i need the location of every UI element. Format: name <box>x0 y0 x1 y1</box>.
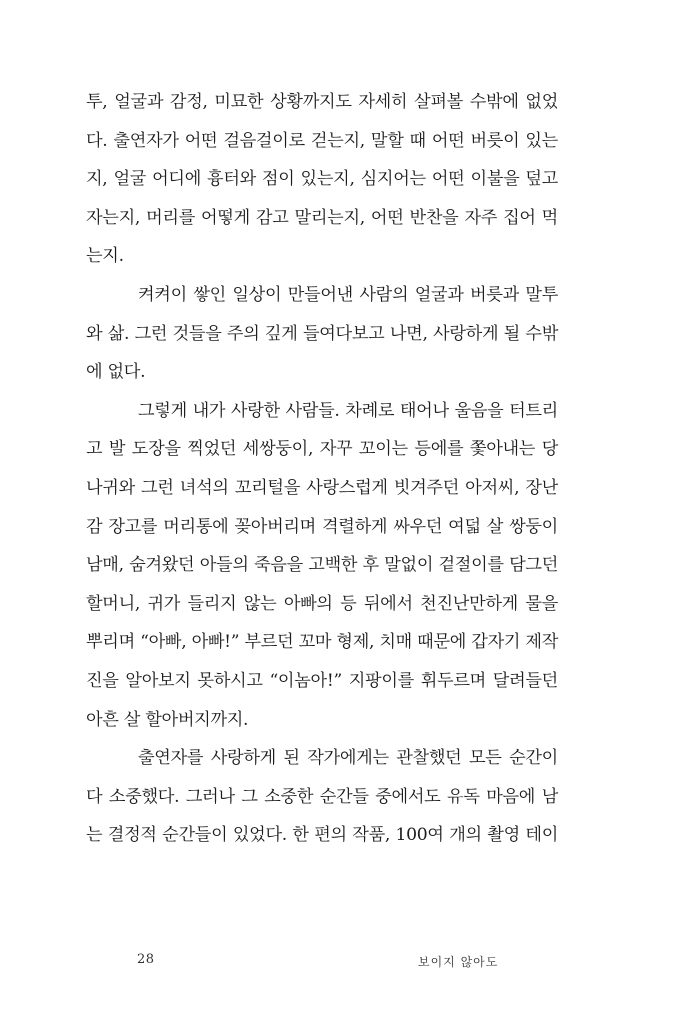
text-line: 나귀와 그런 녀석의 꼬리털을 사랑스럽게 빗겨주던 아저씨, 장난 <box>86 477 558 498</box>
text-line: 에 없다. <box>86 362 146 383</box>
text-line: 자는지, 머리를 어떻게 감고 말리는지, 어떤 반찬을 자주 집어 먹 <box>86 207 558 228</box>
page-number: 28 <box>137 952 155 967</box>
text-line: 다. 출연자가 어떤 걸음걸이로 걷는지, 말할 때 어떤 버릇이 있는 <box>86 130 558 151</box>
paragraph-3 <box>86 392 558 739</box>
paragraph-2 <box>86 276 558 392</box>
paragraph-4 <box>86 739 558 855</box>
body-text <box>86 83 558 855</box>
text-line: 뿌리며 “아빠, 아빠!” 부르던 꼬마 형제, 치매 때문에 갑자기 제작 <box>86 632 558 653</box>
running-title: 보이지 않아도 <box>418 955 499 969</box>
text-line: 남매, 숨겨왔던 아들의 죽음을 고백한 후 말없이 겉절이를 담그던 <box>86 555 558 576</box>
text-line: 와 삶. 그런 것들을 주의 깊게 들여다보고 나면, 사랑하게 될 수밖 <box>86 323 558 344</box>
text-line: 다 소중했다. 그러나 그 소중한 순간들 중에서도 유독 마음에 남 <box>86 786 558 807</box>
text-line: 켜켜이 쌓인 일상이 만들어낸 사람의 얼굴과 버릇과 말투 <box>138 284 558 305</box>
text-line: 감 장고를 머리통에 꽂아버리며 격렬하게 싸우던 여덟 살 쌍둥이 <box>86 516 558 537</box>
text-line: 아흔 살 할아버지까지. <box>86 709 249 730</box>
text-line: 는지. <box>86 246 124 267</box>
text-line: 출연자를 사랑하게 된 작가에게는 관찰했던 모든 순간이 <box>138 748 558 769</box>
text-line: 지, 얼굴 어디에 흉터와 점이 있는지, 심지어는 어떤 이불을 덮고 <box>86 169 558 190</box>
text-line: 고 발 도장을 찍었던 세쌍둥이, 자꾸 꼬이는 등에를 쫓아내는 당 <box>86 439 558 460</box>
text-line: 투, 얼굴과 감정, 미묘한 상황까지도 자세히 살펴볼 수밖에 없었 <box>86 92 558 112</box>
paragraph-1 <box>86 83 558 276</box>
text-line: 할머니, 귀가 들리지 않는 아빠의 등 뒤에서 천진난만하게 물을 <box>86 593 558 614</box>
text-line: 진을 알아보지 못하시고 “이놈아!” 지팡이를 휘두르며 달려들던 <box>86 670 558 691</box>
text-line: 그렇게 내가 사랑한 사람들. 차례로 태어나 울음을 터트리 <box>138 400 558 421</box>
text-line: 는 결정적 순간들이 있었다. 한 편의 작품, 100여 개의 촬영 테이 <box>86 825 558 846</box>
